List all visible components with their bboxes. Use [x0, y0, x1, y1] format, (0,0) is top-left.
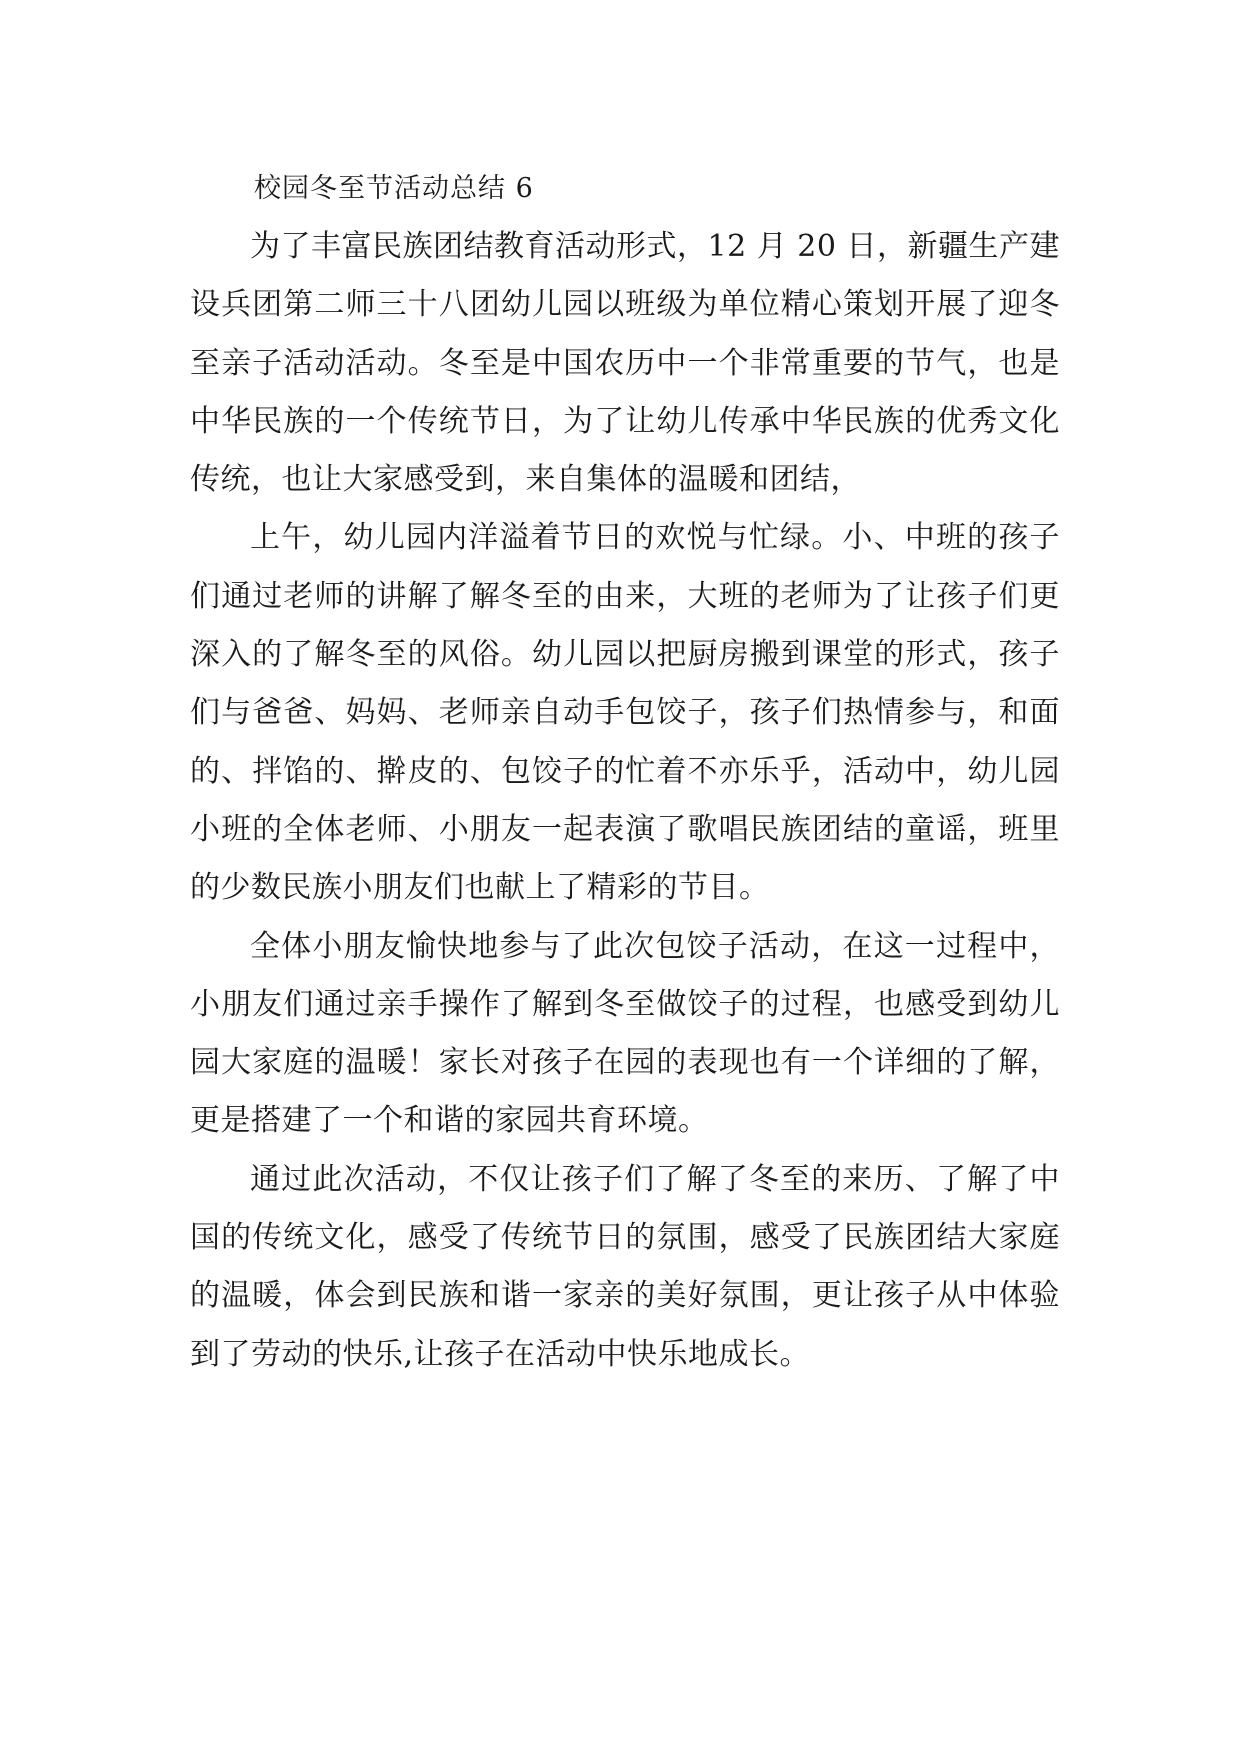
document-page [190, 160, 1060, 1384]
paragraph-intro: 为了丰富民族团结教育活动形式，12 月 20 日，新疆生产建设兵团第二师三十八团幼儿园以班级为单位精心策划开展了迎冬至亲子活动活动。冬至是中国农历中一个非常重要的节气，也是中华民族的一个传统节日，为了让幼儿传承中华民族的优秀文化传统，也让大家感受到，来自集体的温暖和团结， [190, 229, 1060, 498]
paragraph-dumpling-activity: 全体小朋友愉快地参与了此次包饺子活动，在这一过程中，小朋友们通过亲手操作了解到冬至做饺子的过程，也感受到幼儿园大家庭的温暖！家长对孩子在园的表现也有一个详细的了解，更是搭建了一个和谐的家园共育环境。 [190, 928, 1060, 1139]
paragraph-morning-activity: 上午，幼儿园内洋溢着节日的欢悦与忙绿。小、中班的孩子们通过老师的讲解了解冬至的由来，大班的老师为了让孩子们更深入的了解冬至的风俗。幼儿园以把厨房搬到课堂的形式，孩子们与爸爸、妈妈、老师亲自动手包饺子，孩子们热情参与，和面的、拌馅的、擀皮的、包饺子的忙着不亦乐乎，活动中，幼儿园小班的全体老师、小朋友一起表演了歌唱民族团结的童谣，班里的少数民族小朋友们也献上了精彩的节目。 [190, 520, 1060, 906]
paragraph-conclusion: 通过此次活动，不仅让孩子们了解了冬至的来历、了解了中国的传统文化，感受了传统节日的氛围，感受了民族团结大家庭的温暖，体会到民族和谐一家亲的美好氛围，更让孩子从中体验到了劳动的快乐,让孩子在活动中快乐地成长。 [190, 1161, 1060, 1372]
document-title: 校园冬至节活动总结 6 [254, 173, 534, 204]
